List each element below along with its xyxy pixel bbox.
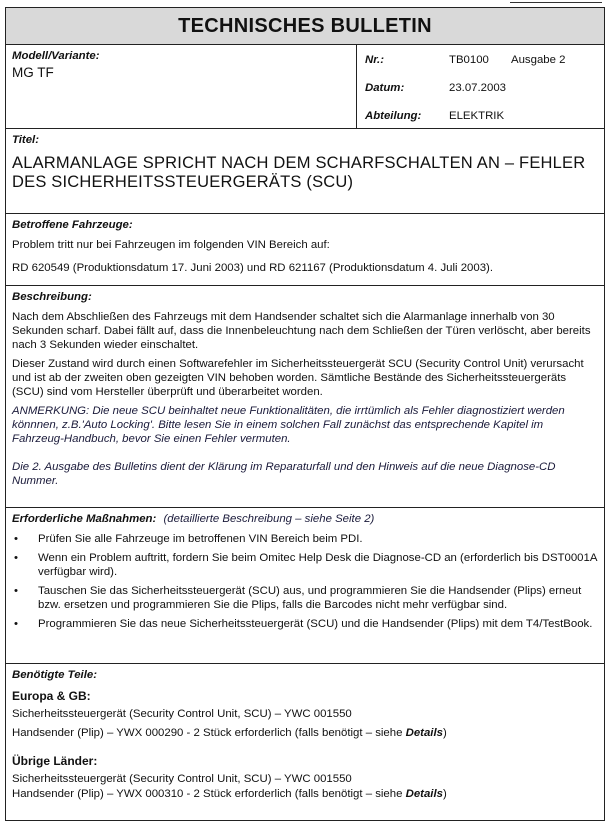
- beschreibung-note: ANMERKUNG: Die neue SCU beinhaltet neue Funktionalitäten, die irrtümlich als Fehler diagnostiziert werden könnnen, z.B.'Auto Locking'. Bitte lesen Sie in einem solchen Fall zunächst das entsprechende Kapitel im Fahrzeug-Handbuch, bevor Sie einen Fehler vermuten.: [12, 405, 565, 445]
- details-link[interactable]: Details: [405, 788, 443, 800]
- beschreibung-p1: Nach dem Abschließen des Fahrzeugs mit dem Handsender schaltet sich die Alarmanlage innerhalb von 30 Sekunden scharf. Dabei fällt auf, dass die Innenbeleuchtung nach dem Schließen der Türen verlöscht, aber bereits nach 3 Sekunden wieder einschaltet.: [12, 311, 591, 351]
- abteilung-label: Abteilung:: [365, 110, 422, 122]
- top-rule: [510, 2, 602, 3]
- beschreibung-section: [6, 286, 604, 508]
- list-item: • Tauschen Sie das Sicherheitssteuergerät (SCU) aus, und programmieren Sie die Handsender (Plips) erneut bzw. ersetzen und programmieren Sie die Plips, falls die Barcodes nicht mehr verfügbar sind.: [12, 584, 598, 612]
- part-plip: [12, 726, 598, 740]
- list-item: • Prüfen Sie alle Fahrzeuge im betroffenen VIN Bereich beim PDI.: [12, 532, 598, 546]
- part-plip-close: ): [442, 727, 447, 739]
- part-plip-close: ): [442, 788, 447, 800]
- massnahmen-section: [6, 508, 604, 664]
- massnahmen-sublabel: (detaillierte Beschreibung – siehe Seite 2): [163, 513, 375, 525]
- nr-value: TB0100: [449, 54, 489, 66]
- abteilung-value: ELEKTRIK: [449, 110, 505, 122]
- datum-label: Datum:: [365, 82, 405, 94]
- list-item: • Wenn ein Problem auftritt, fordern Sie beim Omitec Help Desk die Diagnose-CD an (erforderlich bis DST0001A verfügbar wird).: [12, 551, 598, 579]
- part-plip-text: Handsender (Plip) – YWX 000290 - 2 Stück erforderlich (falls benötigt – siehe: [12, 727, 406, 739]
- group-name: Europa & GB:: [12, 689, 91, 703]
- bulletin-document: [5, 7, 605, 821]
- part-plip-text: Handsender (Plip) – YWX 000310 - 2 Stück erforderlich (falls benötigt – siehe: [12, 788, 406, 800]
- part-plip: [12, 787, 598, 801]
- datum-value: 23.07.2003: [449, 82, 507, 94]
- details-link[interactable]: Details: [405, 727, 443, 739]
- part-scu: Sicherheitssteuergerät (Security Control Unit, SCU) – YWC 001550: [12, 773, 352, 785]
- model-value: MG TF: [12, 65, 54, 80]
- meta-section: [6, 45, 604, 129]
- fahrzeuge-line: RD 620549 (Produktionsdatum 17. Juni 2003) und RD 621167 (Produktionsdatum 4. Juli 2003).: [12, 262, 494, 274]
- titel-section: [6, 129, 604, 214]
- massnahmen-label: Erforderliche Maßnahmen:: [12, 513, 157, 525]
- group-name: Übrige Länder:: [12, 754, 98, 768]
- teile-section: [6, 664, 604, 820]
- beschreibung-p2: Dieser Zustand wird durch einen Softwarefehler im Sicherheitssteuergerät SCU (Security Control Unit) verursacht und ist ab der zweiten oben gezeigten VIN behoben worden. Sämtliche Bestände des Sicherheitssteuergeräts (SCU) sind vom Hersteller überprüft und überarbeitet worden.: [12, 358, 584, 398]
- fahrzeuge-section: [6, 214, 604, 286]
- document-title: TECHNISCHES BULLETIN: [6, 8, 604, 45]
- titel-text: ALARMANLAGE SPRICHT NACH DEM SCHARFSCHALTEN AN – FEHLER DES SICHERHEITSSTEUERGERÄTS (SCU): [12, 154, 586, 191]
- teile-label: Benötigte Teile:: [12, 669, 98, 681]
- fahrzeuge-line: Problem tritt nur bei Fahrzeugen im folgenden VIN Bereich auf:: [12, 239, 330, 251]
- massnahmen-list: [12, 532, 598, 631]
- part-scu: Sicherheitssteuergerät (Security Control Unit, SCU) – YWC 001550: [12, 708, 352, 720]
- nr-label: Nr.:: [365, 54, 384, 66]
- fahrzeuge-label: Betroffene Fahrzeuge:: [12, 219, 133, 231]
- list-item: • Programmieren Sie das neue Sicherheitssteuergerät (SCU) und die Handsender (Plips) mit dem T4/TestBook.: [12, 617, 598, 631]
- titel-label: Titel:: [12, 134, 40, 146]
- beschreibung-note2: Die 2. Ausgabe des Bulletins dient der Klärung im Reparaturfall und den Hinweis auf die neue Diagnose-CD Nummer.: [12, 461, 556, 487]
- ausgabe-value: Ausgabe 2: [511, 54, 566, 66]
- model-label: Modell/Variante:: [12, 50, 100, 62]
- beschreibung-label: Beschreibung:: [12, 291, 92, 303]
